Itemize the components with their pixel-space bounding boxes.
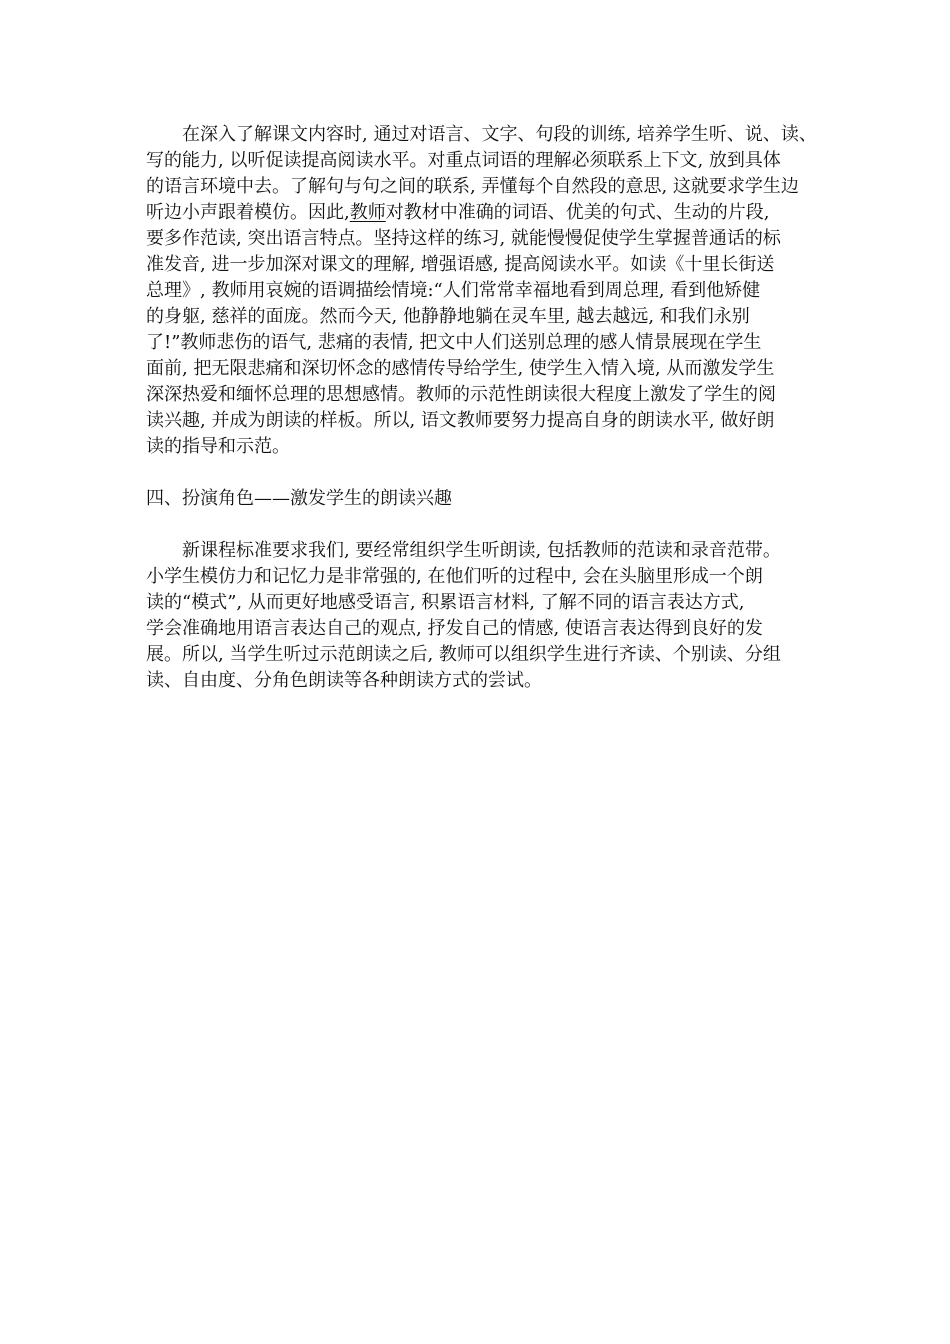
document-body	[146, 122, 816, 694]
section-heading	[146, 486, 816, 512]
paragraph-line: 准发音, 进一步加深对课文的理解, 增强语感, 提高阅读水平。如读《十里长街送	[146, 254, 775, 275]
paragraph-line: 在深入了解课文内容时, 通过对语言、文字、句段的训练, 培养学生听、说、读、	[146, 124, 817, 145]
paragraph-line: 展。所以, 当学生听过示范朗读之后, 教师可以组织学生进行齐读、个别读、分组	[146, 644, 781, 665]
paragraph-line: 读的指导和示范。	[146, 436, 290, 457]
paragraph-line: 的语言环境中去。了解句与句之间的联系, 弄懂每个自然段的意思, 这就要求学生边	[146, 176, 799, 197]
paragraph-line: 读的“模式”, 从而更好地感受语言, 积累语言材料, 了解不同的语言表达方式,	[146, 592, 745, 613]
paragraph-line-start: 听边小声跟着模仿。因此,	[146, 202, 350, 223]
teacher-link[interactable]: 教师	[349, 202, 386, 223]
paragraph-line: 总理》, 教师用哀婉的语调描绘情境:“人们常常幸福地看到周总理, 看到他矫健	[146, 280, 761, 301]
section-heading-text: 四、扮演角色——激发学生的朗读兴趣	[146, 488, 452, 509]
paragraph-line: 小学生模仿力和记忆力是非常强的, 在他们听的过程中, 会在头脑里形成一个朗	[146, 566, 763, 587]
paragraph-line-end: 对教材中准确的词语、优美的句式、生动的片段,	[385, 202, 770, 223]
paragraph-line: 面前, 把无限悲痛和深切怀念的感情传导给学生, 使学生入情入境, 从而激发学生	[146, 358, 775, 379]
paragraph-1	[146, 122, 816, 460]
paragraph-line: 了!”教师悲伤的语气, 悲痛的表情, 把文中人们送别总理的感人情景展现在学生	[146, 332, 762, 353]
paragraph-line: 读兴趣, 并成为朗读的样板。所以, 语文教师要努力提高自身的朗读水平, 做好朗	[146, 410, 775, 431]
paragraph-line: 写的能力, 以听促读提高阅读水平。对重点词语的理解必须联系上下文, 放到具体	[146, 150, 781, 171]
paragraph-line-with-link	[146, 200, 816, 226]
paragraph-line: 新课程标准要求我们, 要经常组织学生听朗读, 包括教师的范读和录音范带。	[146, 540, 781, 561]
paragraph-line: 的身躯, 慈祥的面庞。然而今天, 他静静地躺在灵车里, 越去越远, 和我们永别	[146, 306, 750, 327]
paragraph-line: 读、自由度、分角色朗读等各种朗读方式的尝试。	[146, 670, 542, 691]
paragraph-line: 学会准确地用语言表达自己的观点, 抒发自己的情感, 使语言表达得到良好的发	[146, 618, 763, 639]
paragraph-line: 深深热爱和缅怀总理的思想感情。教师的示范性朗读很大程度上激发了学生的阅	[146, 384, 776, 405]
paragraph-line: 要多作范读, 突出语言特点。坚持这样的练习, 就能慢慢促使学生掌握普通话的标	[146, 228, 781, 249]
paragraph-2	[146, 538, 816, 694]
